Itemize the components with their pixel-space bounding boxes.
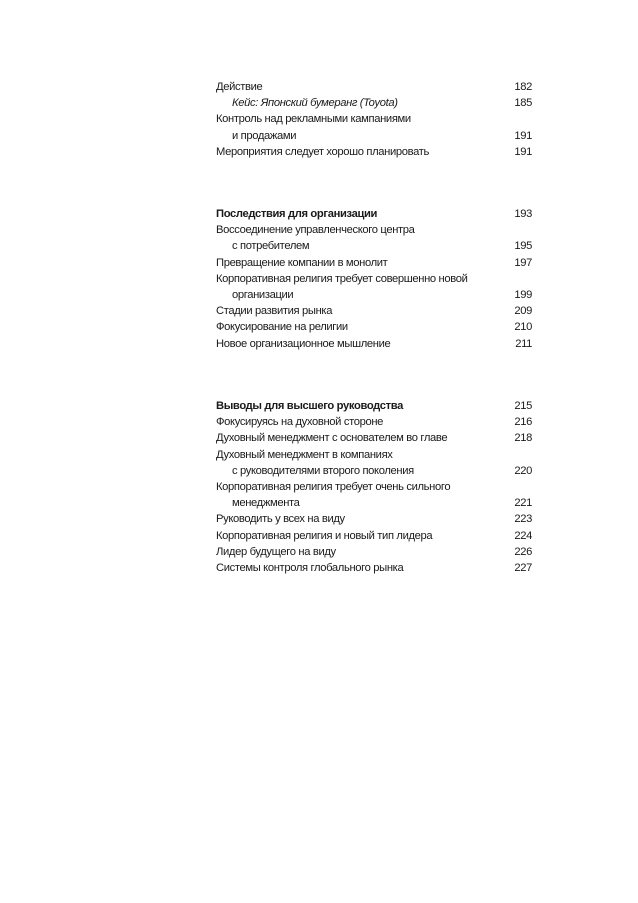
toc-entry-page: 210 (514, 321, 532, 334)
toc-entry-title: Духовный менеджмент в компаниях (216, 448, 393, 461)
toc-entry-page: 193 (514, 208, 532, 220)
toc-entry-title: с руководителями второго поколения (232, 464, 414, 477)
toc-entry-page: 215 (514, 400, 532, 412)
toc-entry (216, 222, 532, 238)
toc-entry-page: 220 (514, 464, 532, 477)
toc-entry-title: Корпоративная религия требует совершенно новой (216, 272, 468, 285)
toc-entry-page: 223 (514, 513, 532, 526)
toc-entry (216, 430, 532, 446)
toc-entry (216, 287, 532, 303)
toc-entry-title: Контроль над рекламными кампаниями (216, 113, 411, 126)
toc-entry-page: 211 (515, 337, 532, 350)
toc-entry-page: 216 (514, 416, 532, 429)
toc-entry (216, 511, 532, 527)
toc-entry-title: с потребителем (232, 240, 310, 253)
toc-entry-title: Мероприятия следует хорошо планировать (216, 145, 429, 158)
toc-entry (216, 238, 532, 254)
toc-entry-title: Кейс: Японский бумеранг (Toyota) (232, 97, 398, 110)
toc-entry-page: 209 (514, 305, 532, 318)
toc-entry (216, 144, 532, 160)
toc-entry-title: Новое организационное мышление (216, 337, 391, 350)
toc-entry-title: организации (232, 288, 294, 301)
toc-section-3 (216, 398, 532, 576)
toc-entry-title: Превращение компании в монолит (216, 256, 388, 269)
toc-entry-title: Последствия для организации (216, 208, 378, 220)
toc-entry (216, 495, 532, 511)
toc-entry-title: Фокусирование на религии (216, 321, 348, 334)
toc-chapter-heading (216, 206, 532, 222)
toc-entry-title: Корпоративная религия требует очень сильного (216, 480, 451, 493)
toc-section-2 (216, 206, 532, 352)
toc-entry-page: 227 (514, 561, 532, 574)
toc-section-1 (216, 79, 532, 160)
toc-entry (216, 560, 532, 576)
toc-chapter-heading (216, 398, 532, 414)
toc-entry-title: Воссоединение управленческого центра (216, 224, 415, 237)
toc-entry-page: 185 (514, 97, 532, 110)
toc-entry (216, 111, 532, 127)
toc-entry-page: 191 (514, 129, 532, 142)
toc-entry-page: 195 (514, 240, 532, 253)
toc-entry (216, 414, 532, 430)
toc-entry-page: 218 (514, 432, 532, 445)
toc-entry-page: 224 (514, 529, 532, 542)
toc-entry-title: Лидер будущего на виду (216, 545, 336, 558)
toc-entry-page: 199 (514, 288, 532, 301)
toc-entry-title: менеджмента (232, 497, 300, 510)
toc-entry (216, 255, 532, 271)
toc-entry (216, 319, 532, 335)
toc-entry-title: Корпоративная религия и новый тип лидера (216, 529, 433, 542)
toc-entry (216, 128, 532, 144)
toc-entry (216, 336, 532, 352)
toc-entry-page: 191 (514, 145, 532, 158)
toc-entry (216, 271, 532, 287)
toc-entry-title: и продажами (232, 129, 297, 142)
toc-entry-title: Фокусируясь на духовной стороне (216, 416, 384, 429)
toc-entry-title: Духовный менеджмент с основателем во главе (216, 432, 448, 445)
toc-entry-page: 182 (514, 81, 532, 93)
toc-entry-page: 221 (514, 497, 532, 510)
toc-entry (216, 303, 532, 319)
toc-entry (216, 479, 532, 495)
toc-entry-title: Стадии развития рынка (216, 305, 333, 318)
toc-entry (216, 95, 532, 111)
toc-entry (216, 528, 532, 544)
toc-entry-title: Руководить у всех на виду (216, 513, 345, 526)
toc-entry-title: Системы контроля глобального рынка (216, 561, 404, 574)
toc-entry (216, 447, 532, 463)
toc-entry-page: 226 (514, 545, 532, 558)
toc-entry-page: 197 (514, 256, 532, 269)
toc-entry (216, 544, 532, 560)
toc-entry-title: Выводы для высшего руководства (216, 400, 404, 412)
toc-entry (216, 463, 532, 479)
toc-entry (216, 79, 532, 95)
toc-entry-title: Действие (216, 81, 263, 93)
